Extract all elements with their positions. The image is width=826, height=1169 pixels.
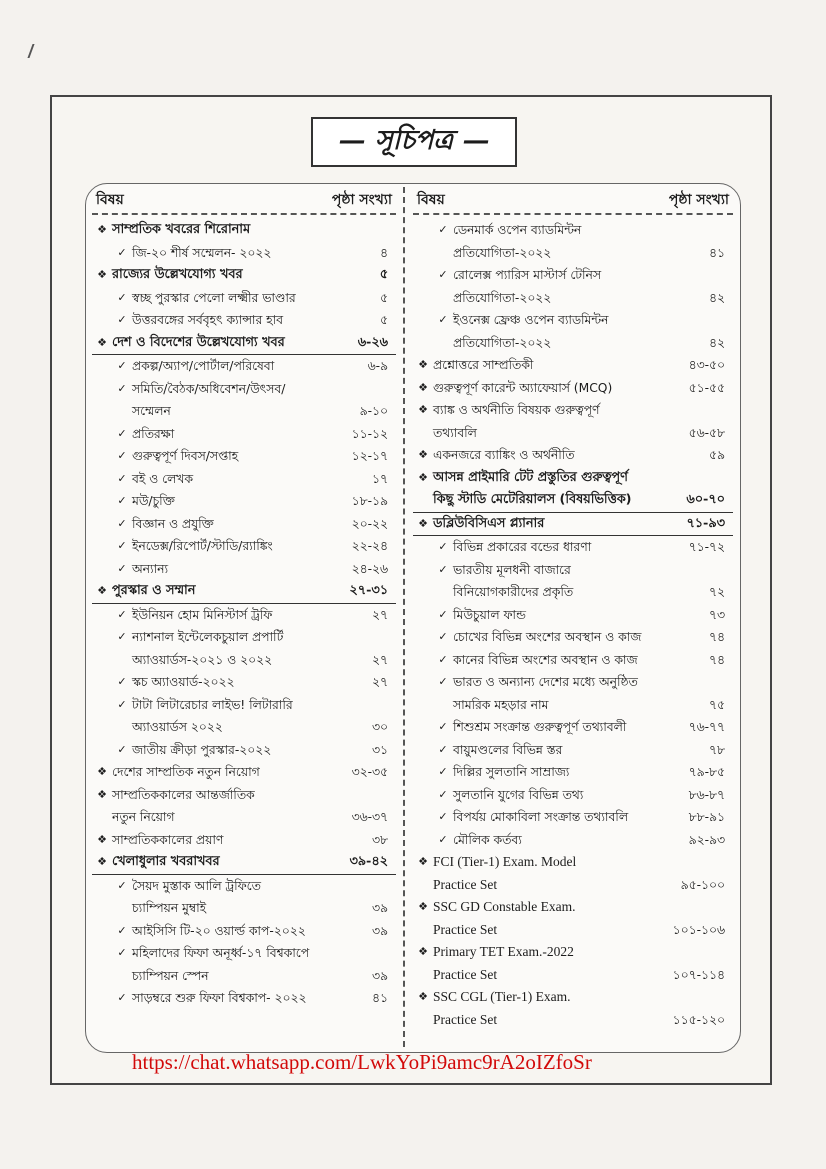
toc-entry-title: আসন্ন প্রাইমারি টেট প্রস্তুতির গুরুত্বপূর্ণ — [433, 469, 628, 485]
toc-entry-title: জাতীয় ক্রীড়া পুরস্কার-২০২২ — [132, 742, 272, 757]
toc-entry-title: Practice Set — [433, 921, 498, 937]
toc-entry-title: প্রতিযোগিতা-২০২২ — [453, 245, 552, 260]
diamond-bullet-icon: ❖ — [97, 268, 107, 281]
toc-entry-title: ভারতীয় মূলধনী বাজারে — [453, 562, 571, 577]
toc-entry — [92, 851, 396, 875]
toc-entry-title: দেশ ও বিদেশের উল্লেখযোগ্য খবর — [112, 334, 285, 350]
check-icon: ✓ — [438, 607, 448, 621]
check-icon: ✓ — [117, 923, 127, 937]
toc-entry — [92, 806, 396, 829]
toc-entry — [413, 1009, 733, 1032]
toc-entry-title: Practice Set — [433, 1011, 498, 1027]
check-icon: ✓ — [117, 313, 127, 326]
toc-entry-page: ৮৬-৮৭ — [688, 787, 725, 802]
check-icon: ✓ — [438, 313, 448, 326]
toc-entry-title: ইনডেক্স/রিপোর্ট/স্টাডি/র‍্যাঙ্কিং — [132, 539, 273, 553]
toc-entry-title: ন্যাশনাল ইন্টেলেকচুয়াল প্রপার্টি — [132, 630, 284, 644]
check-icon: ✓ — [117, 290, 127, 304]
toc-entry-page: ১২-১৭ — [351, 449, 388, 463]
toc-entry — [413, 467, 733, 490]
check-icon: ✓ — [438, 675, 448, 688]
toc-entry-page: ১১-১২ — [351, 426, 388, 441]
check-icon: ✓ — [117, 561, 127, 575]
toc-entry-title: ব্যাঙ্ক ও অর্থনীতি বিষয়ক গুরুত্বপূর্ণ — [433, 403, 600, 417]
check-icon: ✓ — [117, 539, 127, 552]
toc-entry-title: রোলেক্স প্যারিস মাস্টার্স টেনিস — [453, 268, 601, 282]
toc-entry-title: রাজ্যের উল্লেখযোগ্য খবর — [112, 267, 243, 282]
toc-entry-title: বই ও লেখক — [132, 471, 193, 486]
check-icon: ✓ — [438, 223, 448, 236]
toc-entry-page: ৭২ — [709, 585, 725, 599]
toc-entry-title: মহিলাদের ফিফা অনূর্ধ্ব-১৭ বিশ্বকাপে — [132, 946, 310, 960]
toc-entry-title: ভারত ও অন্যান্য দেশের মধ্যে অনুষ্ঠিত — [453, 675, 638, 689]
toc-entry — [413, 626, 733, 649]
toc-entry-title: খেলাধুলার খবরাখবর — [112, 854, 220, 869]
toc-entry-page: ২৭ — [372, 607, 388, 622]
toc-entry — [413, 874, 733, 897]
toc-entry-page: ৫ — [380, 313, 388, 327]
toc-entry-title: প্রতিরক্ষা — [132, 426, 175, 441]
check-icon: ✓ — [438, 720, 448, 733]
toc-entry — [92, 355, 396, 378]
check-icon: ✓ — [438, 832, 448, 846]
toc-entry — [413, 309, 733, 332]
check-icon: ✓ — [117, 516, 127, 530]
check-icon: ✓ — [438, 810, 448, 823]
toc-entry-title: মউ/চুক্তি — [132, 494, 175, 508]
diamond-bullet-icon: ❖ — [97, 765, 107, 778]
toc-entry-title: টাটা লিটারেচার লাইভ! লিটারারি — [132, 697, 293, 712]
toc-entry-page: ৫ — [380, 290, 388, 305]
check-icon: ✓ — [438, 268, 448, 281]
toc-entry-title: বায়ুমণ্ডলের বিভিন্ন স্তর — [453, 742, 563, 757]
toc-entry-page: ৪২ — [709, 335, 725, 350]
toc-entry-page: ১০১-১০৬ — [672, 922, 725, 937]
toc-entry — [92, 558, 396, 581]
toc-entry-title: ডেনমার্ক ওপেন ব্যাডমিন্টন — [453, 223, 582, 237]
diamond-bullet-icon: ❖ — [97, 855, 107, 868]
toc-entry-page: ৫৯ — [709, 448, 725, 462]
toc-list-right — [413, 219, 733, 1031]
column-header — [413, 187, 733, 215]
toc-entry-title: দিল্লির সুলতানি সাম্রাজ্য — [453, 765, 570, 779]
toc-entry-title: অন্যান্য — [132, 561, 169, 576]
toc-entry — [92, 829, 396, 852]
toc-entry-title: চ্যাম্পিয়ন মুম্বাই — [132, 901, 207, 915]
toc-entry-title: প্রশ্নোত্তরে সাম্প্রতিকী — [433, 358, 534, 372]
column-header — [92, 187, 396, 215]
toc-entry — [92, 604, 396, 627]
toc-entry — [92, 965, 396, 988]
toc-entry-title: বিজ্ঞান ও প্রযুক্তি — [132, 516, 214, 531]
toc-entry — [413, 354, 733, 377]
toc-entry — [92, 242, 396, 265]
toc-entry-title: প্রতিযোগিতা-২০২২ — [453, 290, 552, 305]
toc-entry — [413, 264, 733, 287]
toc-entry — [92, 671, 396, 694]
toc-entry — [413, 941, 733, 964]
toc-entry — [413, 377, 733, 400]
toc-entry — [92, 468, 396, 491]
toc-entry-title: Practice Set — [433, 966, 498, 982]
toc-entry-page: ১৮-১৯ — [351, 494, 388, 508]
toc-entry — [413, 581, 733, 604]
toc-entry — [92, 784, 396, 807]
toc-entry-page: ২৪-২৬ — [351, 561, 388, 576]
toc-entry-title: প্রকল্প/অ্যাপ/পোর্টাল/পরিষেবা — [132, 359, 275, 373]
toc-list-left — [92, 219, 396, 1010]
check-icon: ✓ — [117, 742, 127, 756]
toc-entry-page: ৩৯-৪২ — [349, 854, 388, 869]
toc-entry — [92, 287, 396, 310]
toc-entry-title: FCI (Tier-1) Exam. Model — [433, 854, 577, 869]
toc-entry — [413, 964, 733, 987]
toc-entry-title: সাম্প্রতিককালের আন্তর্জাতিক — [112, 787, 255, 802]
toc-entry — [92, 920, 396, 943]
toc-entry-title: নতুন নিয়োগ — [112, 810, 175, 824]
toc-entry — [413, 219, 733, 242]
toc-entry-page: ৭৪ — [709, 652, 725, 667]
check-icon: ✓ — [117, 245, 127, 259]
toc-entry-title: গুরুত্বপূর্ণ কারেন্ট অ্যাফেয়ার্স (MCQ) — [433, 380, 613, 395]
toc-entry — [92, 332, 396, 356]
diamond-bullet-icon: ❖ — [418, 900, 428, 913]
toc-entry-page: ৩০ — [372, 720, 388, 734]
toc-entry — [92, 264, 396, 287]
toc-entry — [413, 784, 733, 807]
toc-entry-page: ১১৫-১২০ — [672, 1012, 725, 1027]
toc-entry — [92, 535, 396, 558]
toc-entry-title: চ্যাম্পিয়ন স্পেন — [132, 968, 209, 983]
toc-entry-title: অ্যাওয়ার্ডস-২০২১ ও ২০২২ — [132, 652, 273, 667]
diamond-bullet-icon: ❖ — [418, 448, 428, 461]
toc-entry-title: উত্তরবঙ্গের সর্ববৃহৎ ক্যান্সার হাব — [132, 313, 284, 327]
diamond-bullet-icon: ❖ — [418, 855, 428, 868]
diamond-bullet-icon: ❖ — [97, 584, 107, 597]
header-page: পৃষ্ঠা সংখ্যা — [668, 192, 729, 208]
toc-entry — [92, 987, 396, 1010]
toc-entry-page: ৩৮ — [372, 832, 388, 847]
toc-entry-title: সৈয়দ মুস্তাক আলি ট্রফিতে — [132, 878, 261, 893]
toc-entry-title: SSC CGL (Tier-1) Exam. — [433, 989, 571, 1004]
page-title — [311, 117, 517, 167]
corner-mark — [27, 44, 44, 58]
toc-entry-title: অ্যাওয়ার্ডস ২০২২ — [132, 720, 223, 734]
toc-entry-title: SSC GD Constable Exam. — [433, 899, 576, 914]
check-icon: ✓ — [117, 471, 127, 485]
toc-entry-page: ৫৬-৫৮ — [688, 425, 725, 440]
diamond-bullet-icon: ❖ — [97, 223, 107, 236]
toc-entry-title: স্বচ্ছ পুরস্কার পেলো লক্ষ্মীর ভাণ্ডার — [132, 290, 296, 305]
toc-entry-page: ৬-২৬ — [357, 334, 388, 350]
toc-entry — [413, 489, 733, 513]
toc-entry — [413, 604, 733, 627]
toc-entry — [413, 242, 733, 265]
column-divider — [403, 187, 405, 1047]
check-icon: ✓ — [438, 765, 448, 778]
toc-entry — [413, 739, 733, 762]
toc-entry-page: ৯-১০ — [359, 404, 388, 418]
toc-entry-title: বিভিন্ন প্রকারের বন্ডের ধারণা — [453, 540, 592, 554]
toc-entry-page: ৬-৯ — [367, 359, 388, 373]
toc-column-right — [413, 187, 733, 1031]
toc-entry-page: ৩৬-৩৭ — [351, 810, 388, 824]
toc-entry-page: ১০৭-১১৪ — [672, 967, 725, 982]
diamond-bullet-icon: ❖ — [418, 516, 428, 530]
toc-entry-page: ২৭-৩১ — [349, 583, 388, 598]
toc-entry-page: ৪৩-৫০ — [688, 358, 725, 372]
check-icon: ✓ — [117, 675, 127, 688]
toc-entry — [413, 851, 733, 874]
toc-entry-page: ৪২ — [709, 290, 725, 305]
check-icon: ✓ — [117, 630, 127, 643]
toc-entry-page: ৫১-৫৫ — [688, 380, 725, 395]
toc-entry-page: ৩২-৩৫ — [351, 765, 388, 779]
diamond-bullet-icon: ❖ — [418, 990, 428, 1003]
toc-entry-page: ২০-২২ — [351, 516, 388, 531]
toc-entry-page: ৭৮ — [709, 742, 725, 757]
toc-entry-title: মিউচুয়াল ফান্ড — [453, 607, 526, 622]
diamond-bullet-icon: ❖ — [418, 945, 428, 958]
toc-entry — [413, 422, 733, 445]
toc-entry — [92, 694, 396, 717]
toc-entry-title: প্রতিযোগিতা-২০২২ — [453, 335, 552, 350]
toc-entry-title: ইউনিয়ন হোম মিনিস্টার্স ট্রফি — [132, 607, 273, 622]
toc-entry-title: ইওনেক্স ফ্রেঞ্চ ওপেন ব্যাডমিন্টন — [453, 313, 609, 327]
toc-entry-page: ৫ — [379, 267, 388, 282]
toc-entry-title: স্কচ অ্যাওয়ার্ড-২০২২ — [132, 675, 235, 689]
diamond-bullet-icon: ❖ — [418, 358, 428, 371]
diamond-bullet-icon: ❖ — [418, 380, 428, 394]
toc-entry-title: সামরিক মহড়ার নাম — [453, 697, 549, 712]
toc-entry-page: ৪১ — [709, 245, 725, 260]
toc-entry-title: সাড়ম্বরে শুরু ফিফা বিশ্বকাপ- ২০২২ — [132, 991, 307, 1005]
toc-entry — [413, 444, 733, 467]
check-icon: ✓ — [438, 787, 448, 801]
toc-entry-title: পুরস্কার ও সম্মান — [112, 583, 196, 598]
whatsapp-link[interactable]: https://chat.whatsapp.com/LwkYoPi9amc9rA2oIZfoSr — [132, 1050, 592, 1074]
toc-entry — [413, 986, 733, 1009]
toc-entry — [413, 287, 733, 310]
toc-entry — [413, 559, 733, 582]
diamond-bullet-icon: ❖ — [97, 832, 107, 846]
toc-entry-title: জি-২০ শীর্ষ সম্মেলন- ২০২২ — [132, 245, 272, 260]
toc-entry — [92, 580, 396, 604]
check-icon: ✓ — [117, 449, 127, 462]
toc-entry-page: ৯২-৯৩ — [688, 832, 725, 847]
toc-entry — [92, 490, 396, 513]
diamond-bullet-icon: ❖ — [418, 403, 428, 416]
toc-entry-page: ৩১ — [372, 742, 388, 757]
toc-entry — [92, 626, 396, 649]
toc-entry — [92, 219, 396, 242]
toc-entry-title: সমিতি/বৈঠক/অধিবেশন/উৎসব/ — [132, 381, 286, 396]
check-icon: ✓ — [438, 742, 448, 756]
header-subject: বিষয় — [417, 192, 445, 208]
toc-entry-title: সাম্প্রতিককালের প্রয়াণ — [112, 832, 224, 847]
toc-entry-title: দেশের সাম্প্রতিক নতুন নিয়োগ — [112, 765, 260, 779]
check-icon: ✓ — [438, 630, 448, 643]
toc-entry — [92, 942, 396, 965]
toc-entry-title: তথ্যাবলি — [433, 425, 477, 440]
toc-entry-title: কানের বিভিন্ন অংশের অবস্থান ও কাজ — [453, 652, 638, 667]
toc-entry — [92, 761, 396, 784]
toc-entry — [413, 649, 733, 672]
toc-entry — [92, 513, 396, 536]
toc-entry-title: বিপর্যয় মোকাবিলা সংক্রান্ত তথ্যাবলি — [453, 810, 628, 824]
toc-entry — [413, 919, 733, 942]
check-icon: ✓ — [117, 607, 127, 621]
toc-entry-page: ২২-২৪ — [351, 539, 388, 553]
toc-entry-page: ৪ — [380, 245, 388, 260]
toc-entry-page: ২৭ — [372, 675, 388, 689]
toc-entry-title: সম্মেলন — [132, 404, 171, 418]
toc-entry-title: Practice Set — [433, 876, 498, 892]
check-icon: ✓ — [117, 878, 127, 892]
check-icon: ✓ — [117, 426, 127, 440]
toc-column-left — [92, 187, 396, 1010]
toc-entry-page: ৭১-৭২ — [688, 540, 725, 554]
diamond-bullet-icon: ❖ — [418, 470, 428, 484]
toc-entry-title: সুলতানি যুগের বিভিন্ন তথ্য — [453, 787, 584, 802]
check-icon: ✓ — [117, 494, 127, 507]
toc-entry-title: একনজরে ব্যাঙ্কিং ও অর্থনীতি — [433, 448, 575, 462]
toc-entry-title: চোখের বিভিন্ন অংশের অবস্থান ও কাজ — [453, 630, 642, 644]
diamond-bullet-icon: ❖ — [97, 787, 107, 801]
toc-entry-title: শিশুশ্রম সংক্রান্ত গুরুত্বপূর্ণ তথ্যাবলী — [453, 720, 627, 734]
toc-entry-title: ডব্লিউবিসিএস প্ল্যানার — [433, 515, 545, 531]
header-page: পৃষ্ঠা সংখ্যা — [331, 192, 392, 208]
toc-entry — [92, 445, 396, 468]
check-icon: ✓ — [438, 540, 448, 553]
check-icon: ✓ — [438, 562, 448, 576]
toc-entry — [92, 897, 396, 920]
check-icon: ✓ — [117, 991, 127, 1004]
toc-entry-title: সাম্প্রতিক খবরের শিরোনাম — [112, 222, 251, 237]
toc-entry-page: ৬০-৭০ — [686, 492, 725, 507]
toc-entry-page: ৭৪ — [709, 630, 725, 644]
toc-entry — [92, 378, 396, 401]
toc-entry-title: বিনিয়োগকারীদের প্রকৃতি — [453, 585, 574, 599]
toc-entry-page: ১৭ — [372, 471, 388, 486]
toc-entry-page: ৭১-৯৩ — [686, 515, 725, 531]
diamond-bullet-icon: ❖ — [97, 335, 107, 349]
toc-entry-page: ৩৯ — [372, 923, 388, 938]
toc-entry-title: Primary TET Exam.-2022 — [433, 944, 574, 959]
toc-entry — [413, 716, 733, 739]
toc-entry-page: ৭৬-৭৭ — [688, 720, 725, 734]
toc-entry-title: আইসিসি টি-২০ ওয়ার্ল্ড কাপ-২০২২ — [132, 923, 306, 938]
toc-entry — [92, 309, 396, 332]
check-icon: ✓ — [438, 652, 448, 666]
toc-entry-page: ৭৫ — [709, 697, 725, 712]
page-title-text: — সূচিপত্র — — [338, 124, 490, 156]
toc-entry — [413, 761, 733, 784]
toc-entry — [92, 875, 396, 898]
toc-entry-page: ৩৯ — [372, 901, 388, 915]
toc-entry — [413, 806, 733, 829]
toc-entry — [413, 536, 733, 559]
header-subject: বিষয় — [96, 192, 124, 208]
toc-entry — [413, 829, 733, 852]
toc-entry — [413, 694, 733, 717]
toc-entry-page: ৪১ — [372, 991, 388, 1005]
toc-entry-title: কিছু স্টাডি মেটেরিয়ালস (বিষয়ভিত্তিক) — [433, 492, 632, 507]
check-icon: ✓ — [117, 697, 127, 711]
toc-entry — [413, 332, 733, 355]
toc-entry — [92, 716, 396, 739]
toc-entry-page: ৭৩ — [709, 607, 725, 622]
check-icon: ✓ — [117, 381, 127, 395]
toc-entry-title: গুরুত্বপূর্ণ দিবস/সপ্তাহ — [132, 449, 239, 463]
toc-entry-title: মৌলিক কর্তব্য — [453, 832, 522, 847]
toc-entry-page: ৭৯-৮৫ — [688, 765, 725, 779]
check-icon: ✓ — [117, 359, 127, 372]
toc-entry-page: ৮৮-৯১ — [688, 810, 725, 824]
check-icon: ✓ — [117, 946, 127, 959]
toc-entry — [413, 671, 733, 694]
toc-entry-page: ৯৫-১০০ — [680, 877, 725, 892]
toc-entry — [413, 399, 733, 422]
toc-entry — [92, 649, 396, 672]
toc-entry-page: ৩৯ — [372, 968, 388, 983]
toc-entry — [92, 423, 396, 446]
toc-entry — [413, 513, 733, 537]
toc-entry — [92, 400, 396, 423]
toc-entry — [413, 896, 733, 919]
toc-entry — [92, 739, 396, 762]
toc-entry-page: ২৭ — [372, 652, 388, 667]
